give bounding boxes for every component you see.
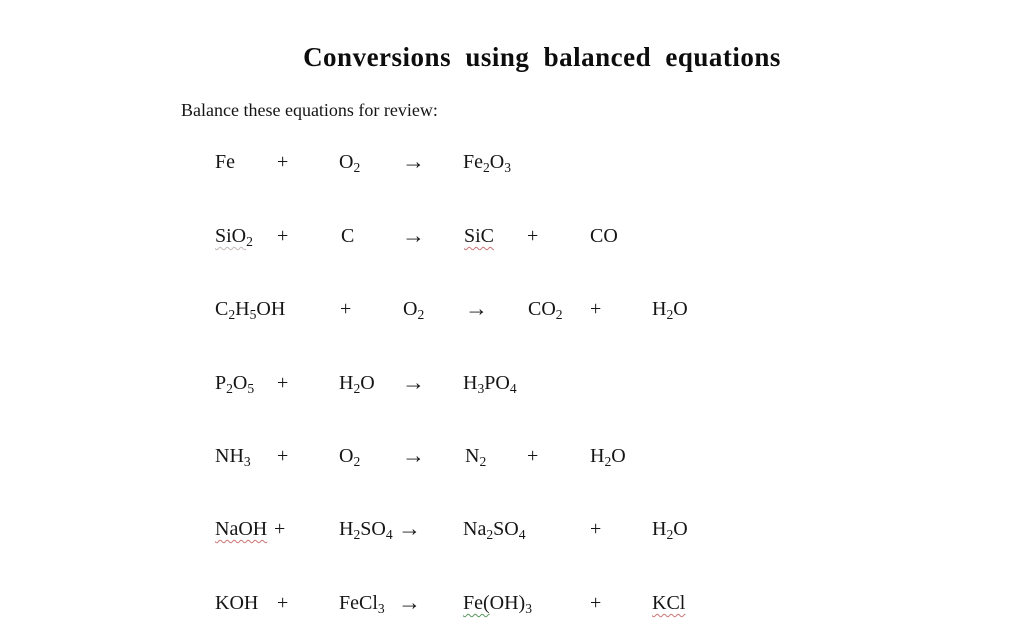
formula-text: + [277,225,289,247]
formula-text: O [339,151,354,173]
formula-text: → [402,149,425,174]
formula-text: + [277,445,289,467]
chemical-formula [652,515,688,543]
plus-operator [277,589,288,617]
formula-text: H [652,298,667,320]
formula-text: OH [256,298,286,320]
equation-row-5 [0,442,1016,470]
equation-row-2 [0,222,1016,250]
subscript: 3 [504,159,512,175]
formula-text: → [398,590,421,615]
subscript: 2 [228,306,236,322]
formula-text: O [673,298,688,320]
chemical-formula [339,515,393,543]
formula-text: → [402,223,425,248]
formula-text: + [527,225,539,247]
formula-text: Na [463,518,487,540]
formula-text: N [465,445,480,467]
reaction-arrow [465,295,488,323]
chemical-formula [339,148,360,176]
page-title: Conversions using balanced equations [303,42,781,72]
subscript: 4 [518,526,526,542]
formula-text: H [339,372,354,394]
formula-text: → [398,516,421,541]
formula-text: C [215,298,229,320]
formula-text: KOH [215,592,259,614]
plus-operator [277,442,288,470]
formula-text: → [402,443,425,468]
subscript: 2 [353,159,361,175]
formula-text: H [339,518,354,540]
formula-text: FeCl [339,592,378,614]
subscript: 3 [525,600,533,616]
reaction-arrow [402,369,425,397]
formula-text: + [277,372,289,394]
formula-text: + [274,518,286,540]
formula-text: + [277,592,289,614]
formula-text: + [527,445,539,467]
formula-text: PO [484,372,510,394]
plus-operator [274,515,285,543]
chemical-formula [463,589,532,617]
chemical-formula [463,148,511,176]
formula-text: OH) [489,592,526,614]
subscript: 2 [555,306,563,322]
formula-text: O [232,372,248,394]
chemical-formula [215,148,235,176]
subscript: 3 [377,600,385,616]
chemical-formula [463,515,526,543]
formula-text: → [402,370,425,395]
formula-text: H [590,445,605,467]
subscript: 4 [385,526,393,542]
plus-operator [527,222,538,250]
formula-text: C [341,225,355,247]
formula-text: O [673,518,688,540]
subscript: 5 [249,306,257,322]
formula-text: Fe [215,151,235,173]
spellcheck-flagged-text: NaOH [215,518,268,540]
chemical-formula [590,442,626,470]
formula-text: + [340,298,352,320]
chemical-formula [339,442,360,470]
formula-text: H [463,372,478,394]
spellcheck-flagged-text: KCl [652,592,686,614]
subscript: 2 [226,380,233,396]
spellcheck-flagged-text: Fe( [463,592,490,614]
plus-operator [590,295,601,323]
chemical-formula [528,295,563,323]
formula-text: O [403,298,418,320]
instruction-text: Balance these equations for review: [181,100,438,120]
formula-text: NH [215,445,244,467]
spellcheck-flagged-text: SiO [215,225,247,247]
reaction-arrow [402,222,425,250]
formula-text: + [277,151,289,173]
subscript: 5 [247,380,255,396]
chemical-formula [590,222,618,250]
chemical-formula [339,369,375,397]
reaction-arrow [402,442,425,470]
reaction-arrow [398,589,421,617]
chemical-formula [341,222,354,250]
subscript: 2 [666,526,674,542]
chemical-formula [215,369,254,397]
chemical-formula [215,295,285,323]
plus-operator [277,148,288,176]
subscript: 2 [417,306,425,322]
subscript: 2 [353,526,361,542]
formula-text: O [339,445,354,467]
chemical-formula [403,295,424,323]
formula-text: + [590,592,602,614]
chemical-formula [652,295,688,323]
formula-text: + [590,518,602,540]
chemical-formula [215,442,251,470]
subscript: 3 [243,453,251,469]
reaction-arrow [398,515,421,543]
reaction-arrow [402,148,425,176]
subscript: 2 [246,233,253,249]
subscript: 3 [477,380,485,396]
plus-operator [340,295,351,323]
chemical-formula [464,222,494,250]
chemical-formula [463,369,517,397]
equation-row-4 [0,369,1016,397]
formula-text: SO [493,518,519,540]
equation-row-1 [0,148,1016,176]
formula-text: SO [360,518,386,540]
plus-operator [277,369,288,397]
subscript: 2 [479,453,487,469]
formula-text: Fe [463,151,483,173]
formula-text: O [611,445,626,467]
plus-operator [277,222,288,250]
chemical-formula [465,442,486,470]
formula-text: CO [528,298,556,320]
chemical-formula [215,222,253,250]
subscript: 2 [486,526,494,542]
subscript: 2 [353,380,361,396]
formula-text: O [489,151,505,173]
formula-text: O [360,372,375,394]
subscript: 2 [483,159,490,175]
chemical-formula [339,589,385,617]
equation-row-6 [0,515,1016,543]
formula-text: + [590,298,602,320]
subscript: 2 [353,453,361,469]
plus-operator [527,442,538,470]
chemical-formula [215,589,258,617]
plus-operator [590,515,601,543]
plus-operator [590,589,601,617]
equation-row-3 [0,295,1016,323]
subscript: 2 [666,306,674,322]
formula-text: CO [590,225,618,247]
chemical-formula [215,515,267,543]
chemical-formula [652,589,685,617]
subscript: 2 [604,453,612,469]
subscript: 4 [509,380,517,396]
formula-text: H [652,518,667,540]
formula-text: P [215,372,227,394]
formula-text: → [465,296,488,321]
formula-text: H [235,298,250,320]
spellcheck-flagged-text: SiC [464,225,495,247]
equation-row-7 [0,589,1016,617]
